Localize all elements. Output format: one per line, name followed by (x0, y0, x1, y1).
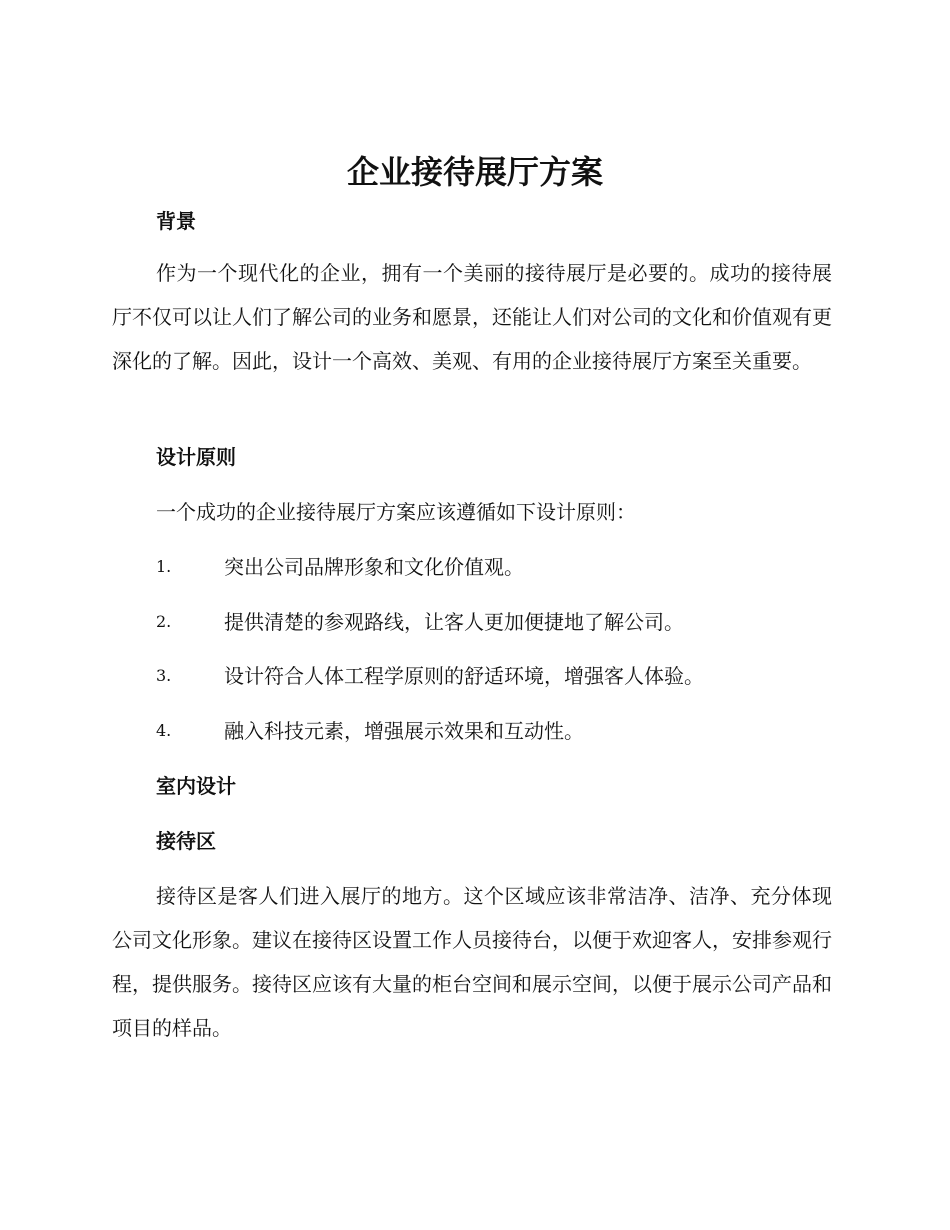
principles-intro: 一个成功的企业接待展厅方案应该遵循如下设计原则： (156, 500, 636, 524)
list-number: 2. (156, 612, 172, 631)
list-number: 4. (156, 721, 172, 740)
section-heading-background: 背景 (156, 209, 196, 233)
list-text: 设计符合人体工程学原则的舒适环境，增强客人体验。 (224, 664, 704, 688)
list-text: 提供清楚的参观路线，让客人更加便捷地了解公司。 (224, 610, 684, 634)
document-title: 企业接待展厅方案 (346, 153, 603, 191)
list-number: 3. (156, 666, 172, 685)
section-heading-principles: 设计原则 (156, 445, 236, 469)
background-paragraph: 作为一个现代化的企业，拥有一个美丽的接待展厅是必要的。成功的接待展厅不仅可以让人们了解公司的业务和愿景，还能让人们对公司的文化和价值观有更深化的了解。因此，设计一个高效、美观、有用的企业接待展厅方案至关重要。 (112, 261, 832, 373)
section-heading-interior: 室内设计 (156, 774, 236, 798)
list-text: 突出公司品牌形象和文化价值观。 (224, 555, 524, 579)
list-text: 融入科技元素，增强展示效果和互动性。 (224, 719, 584, 743)
list-number: 1. (156, 557, 172, 576)
section-heading-reception: 接待区 (156, 829, 216, 853)
reception-paragraph: 接待区是客人们进入展厅的地方。这个区域应该非常洁净、洁净、充分体现公司文化形象。建议在接待区设置工作人员接待台，以便于欢迎客人，安排参观行程，提供服务。接待区应该有大量的柜台空间和展示空间，以便于展示公司产品和项目的样品。 (112, 884, 832, 1040)
